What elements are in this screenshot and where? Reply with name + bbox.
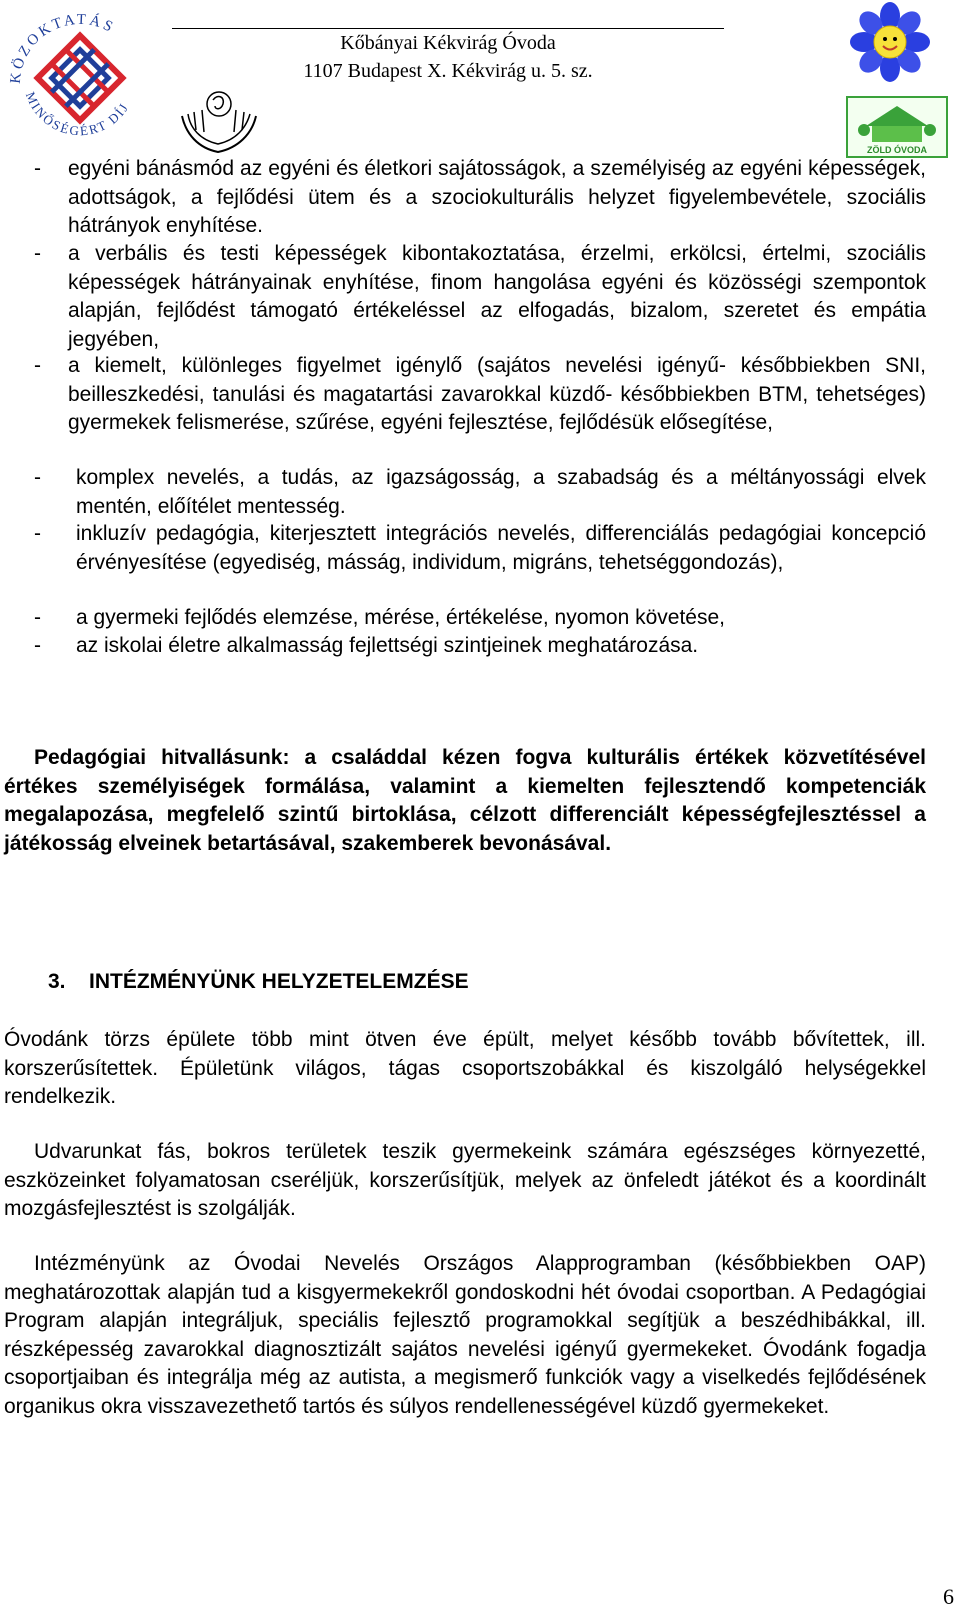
institution-address: 1107 Budapest X. Kékvirág u. 5. sz.	[303, 60, 593, 82]
hands-logo	[176, 86, 262, 156]
paragraph: Intézményünk az Óvodai Nevelés Országos Alapprogramban (későbbiekben OAP) meghatározottak alapján tud a kisgyermekekről gondoskodni hét óvodai csoportban. A Pedagógiai Program alapján integráljuk, speciális fejlesztő programokkal segítjük a beszédhibákkal, ill. részképesség zavarokkal diagnosztizált sajátos nevelési igényű gyermekeket. Óvodánk fogadja csoportjaiban és integrálja még az autista, a megismerő funkciók vagy a viselkedés fejlődésének organikus okra visszavezethető tartós és súlyos rendellenességével küzdő gyermekeket.	[4, 1252, 926, 1418]
page-header	[0, 0, 960, 160]
zold-ovoda-logo	[846, 96, 948, 158]
list-item: inkluzív pedagógia, kiterjesztett integrációs nevelés, differenciálás pedagógiai koncepció érvényesítése (egyediség, másság, individum, migráns, tehetséggondozás),	[76, 522, 926, 574]
list-item: komplex nevelés, a tudás, az igazságosság, a szabadság és a méltányossági elvek mentén, előítélet mentesség.	[76, 466, 926, 518]
list-item: a gyermeki fejlődés elemzése, mérése, értékelése, nyomon követése,	[76, 606, 725, 629]
list-item-dash: -	[34, 634, 41, 657]
list-item: az iskolai életre alkalmasság fejlettségi szintjeinek meghatározása.	[76, 634, 699, 657]
section-title: INTÉZMÉNYÜNK HELYZETELEMZÉSE	[89, 970, 469, 993]
list-item: egyéni bánásmód az egyéni és életkori sajátosságok, a személyiség az egyéni képességek, adottságok, a fejlődési ütem és a szociokulturális helyzet figyelembevétele, szociális hátrányok enyhítése.	[68, 157, 926, 238]
paragraph: Óvodánk törzs épülete több mint ötven éve épült, melyet később tovább bővítettek, ill. korszerűsítettek. Épületünk világos, tágas csoportszobákkal és kiszolgáló helységekkel rendelkezik.	[4, 1028, 926, 1109]
list-item-dash: -	[34, 606, 41, 629]
list-item-dash: -	[34, 157, 41, 180]
list-item-dash: -	[34, 354, 41, 377]
list-item-dash: -	[34, 466, 41, 489]
institution-name: Kőbányai Kékvirág Óvoda	[340, 32, 556, 54]
section-number: 3.	[48, 970, 66, 993]
kozoktatas-minosegert-logo	[6, 4, 154, 152]
list-item-dash: -	[34, 522, 41, 545]
list-item: a kiemelt, különleges figyelmet igénylő (sajátos nevelési igényű- későbbiekben SNI, beilleszkedési, tanulási és magatartási zavarokkal küzdő- későbbiekben BTM, tehetséges) gyermekek felismerése, szűrése, egyéni fejlesztése, fejlődésük elősegítése,	[68, 354, 926, 435]
paragraph: Udvarunkat fás, bokros területek teszik gyermekeink számára egészséges környezetté, eszközeinket folyamatosan cseréljük, korszerűsítjük, melyek az önfeledt játékot és a koordinált mozgásfejlesztést is szolgálják.	[4, 1140, 926, 1221]
kekvirag-flower-logo	[834, 2, 946, 84]
pedagogical-credo: Pedagógiai hitvallásunk: a családdal kézen fogva kulturális értékek közvetítésével értékes személyiségek formálása, valamint a kiemelten fejlesztendő kompetenciák megalapozása, megfelelő szintű birtoklása, célzott differenciált képességfejlesztéssel a játékosság elveinek betartásával, szakemberek bevonásával.	[4, 746, 926, 855]
page-number: 6	[943, 1584, 954, 1609]
header-rule	[172, 28, 724, 29]
green-logo-text: ZÖLD ÓVODA	[867, 145, 927, 155]
logo-text-bottom: MINŐSÉGÉRT DÍJ	[22, 89, 132, 139]
list-item-dash: -	[34, 242, 41, 265]
logo-text-top: KÖZOKTATÁS	[7, 11, 118, 85]
list-item: a verbális és testi képességek kibontakoztatása, érzelmi, erkölcsi, értelmi, szociális képességek hátrányainak enyhítése, finom hangolása egyéni és közösségi szempontok alapján, fejlődést támogató értékeléssel az elfogadás, bizalom, szeretet és empátia jegyében,	[68, 242, 926, 351]
